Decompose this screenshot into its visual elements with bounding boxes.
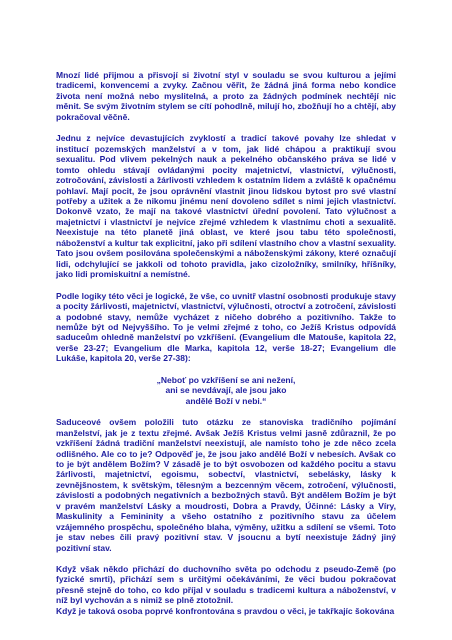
paragraph-1: Mnozí lidé přijmou a přisvojí si životní styl v souladu se svou kulturou a jejími tradicemi, konvencemi a zvyky. Začnou věřit, že žádná jiná forma nebo kondice života není možná nebo myslitelná, a proto za žádných podmínek nechtějí nic měnit. Se svým životním stylem se cítí pohodlně, milují ho, zbožňují ho a chtějí, aby pokračoval věčně.: [56, 70, 396, 122]
paragraph-4: Saduceové ovšem položili tuto otázku ze stanoviska tradičního pojímání manželství, jak je z textu zřejmé. Avšak Ježíš Kristus velmi jasně zdůraznil, že po vzkříšení žádná tradiční manželství neexistují, ale namísto toho je zde něco zcela odlišného. Ale co to je? Odpověď je, že jsou jako andělé Boží v nebesích. Avšak co to je být andělem Božím? V zásadě je to být osvobozen od každého pocitu a stavu žárlivosti, majetnictví, egoismu, sobectví, vlastnictví, sebelásky, lásky k zevnějšnostem, k světským, tělesným a bezcenným věcem, zotročení, výlučnosti, závislosti a podobných negativních a bezbožných stavů. Být andělem Božím je být v pravém manželství Lásky a moudrosti, Dobra a Pravdy, Účinné: Lásky a Víry, Maskulinity a Femininity a všeho ostatního z pozitivního stavu za účelem vzájemného prospěchu, společného blaha, výměny, užitku a sdílení se všemi. Toto je stav nebes čili pravý pozitivní stav. V jsoucnu a bytí neexistuje žádný jiný pozitivní stav.: [56, 417, 396, 553]
paragraph-5: Když však někdo přichází do duchovního světa po odchodu z pseudo-Země (po fyzické smrti), přichází sem s určitými očekáváními, že věci budou pokračovat přesně stejně do toho, co kdo příjal v souladu s tradicemi kultura a náboženství, v níž byl vychován a s nimiž se plně ztotožnil.: [56, 564, 396, 606]
paragraph-3: Podle logiky této věci je logické, že vše, co uvnitř vlastní osobnosti produkuje stavy a pocity žárlivosti, majetnictví, vlastnictví, výlučnosti, otroctví a zotročení, závislosti a podobné stavy, nemůže vycházet z ničeho dobrého a pozitivního. Takže to nemůže být od Nejvyššího. To je velmi zřejmé z toho, co Ježíš Kristus odpovídá saduceům ohledně manželství po vzkříšení. (Evangelium dle Matouše, kapitola 22, verše 23-27; Evangelium dle Marka, kapitola 12, verše 18-27; Evangelium dle Lukáše, kapitola 20, verše 27-38):: [56, 290, 396, 364]
bible-quote: „Neboť po vzkříšení se ani nežení, ani se nevdávají, ale jsou jako andělé Boží v nebi.“: [156, 374, 296, 406]
paragraph-6: Když je taková osoba poprvé konfrontována s pravdou o věci, je takřkajíc šokována: [56, 605, 395, 616]
paragraph-2: Jednu z nejvíce devastujících zvyklostí a tradicí takové povahy lze shledat v institucí pozemských manželství a v tom, jak lidé chápou a praktikují svou sexualitu. Pod vlivem pekelných nauk a pekelného občanského práva se lidé v tomto ohledu stávají ovládanými pocity majetnictví, vlastnictví, výlučnosti, zotročování, závislosti a žárlivosti vzhledem k ostatním lidem a zvláště k opačnému pohlaví. Mají pocit, že jsou oprávnění vlastnit jinou lidskou bytost pro své vlastní potřeby a užitek a že nikomu jinému není dovoleno sdílet s nimi jejich vlastnictví. Dokonvě vzato, že mají na takové vlastnictví úřední povolení. Tato výlučnost a majetnictví i vlastnictví je nejvíce zřejmé vzhledem k vlastnímu choti a sexualitě. Neexistuje na této planetě jiná oblast, ve které jsou tabu této společnosti, náboženství a kultur tak explicitní, jako při sdílení vlastního chov a vlastní sexuality. Tato jsou ovšem posilována společenskými a náboženskými zákony, které označují lidi, odchylující se jakkoli od tohoto pravidla, jako cizoložníky, smilníky, hříšníky, jako lidi promiskuitní a nemístné.: [56, 133, 396, 280]
